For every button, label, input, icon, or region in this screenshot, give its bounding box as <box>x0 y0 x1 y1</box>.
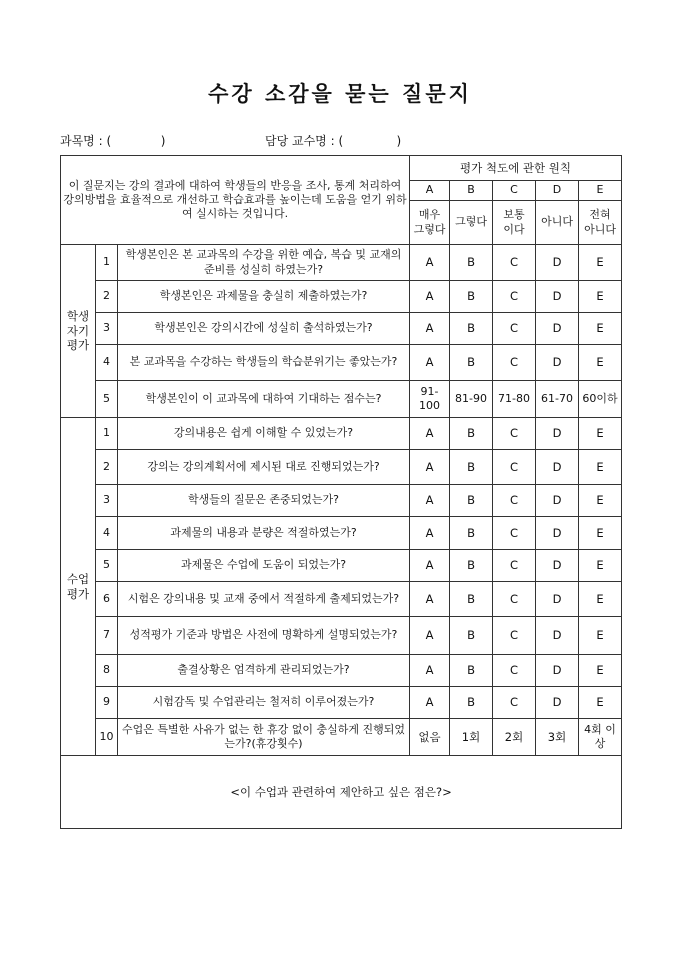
answer-option[interactable]: A <box>410 485 450 517</box>
survey-table <box>60 155 622 829</box>
answer-option[interactable]: E <box>579 485 622 517</box>
question-number: 6 <box>96 582 118 617</box>
answer-option[interactable]: E <box>579 450 622 485</box>
answer-option[interactable]: B <box>450 418 493 450</box>
answer-option[interactable]: A <box>410 655 450 687</box>
course-name-field: 과목명 : ( ) <box>60 134 166 148</box>
answer-option[interactable]: D <box>536 281 579 313</box>
answer-option[interactable]: A <box>410 450 450 485</box>
answer-option[interactable]: D <box>536 617 579 655</box>
scale-letter: E <box>579 181 622 201</box>
answer-option[interactable]: A <box>410 517 450 550</box>
question-row <box>61 517 622 550</box>
answer-option[interactable]: E <box>579 655 622 687</box>
question-text: 강의내용은 쉽게 이해할 수 있었는가? <box>118 418 410 450</box>
answer-option[interactable]: A <box>410 550 450 582</box>
scale-label: 보통 이다 <box>493 201 536 245</box>
answer-option[interactable]: 3회 <box>536 719 579 756</box>
question-number: 7 <box>96 617 118 655</box>
answer-option[interactable]: E <box>579 418 622 450</box>
question-text: 출결상황은 엄격하게 관리되었는가? <box>118 655 410 687</box>
question-text: 학생본인은 강의시간에 성실히 출석하였는가? <box>118 313 410 345</box>
question-text: 수업은 특별한 사유가 없는 한 휴강 없이 충실하게 진행되었는가?(휴강횟수) <box>118 719 410 756</box>
answer-option[interactable]: A <box>410 345 450 381</box>
answer-option[interactable]: C <box>493 517 536 550</box>
question-text: 과제물의 내용과 분량은 적절하였는가? <box>118 517 410 550</box>
answer-option[interactable]: D <box>536 313 579 345</box>
question-number: 1 <box>96 245 118 281</box>
question-row <box>61 245 622 281</box>
question-number: 10 <box>96 719 118 756</box>
question-number: 2 <box>96 450 118 485</box>
question-number: 3 <box>96 485 118 517</box>
answer-option[interactable]: E <box>579 550 622 582</box>
question-text: 학생들의 질문은 존중되었는가? <box>118 485 410 517</box>
answer-option[interactable]: E <box>579 345 622 381</box>
answer-option[interactable]: D <box>536 345 579 381</box>
answer-option[interactable]: C <box>493 345 536 381</box>
answer-option[interactable]: E <box>579 281 622 313</box>
answer-option[interactable]: A <box>410 313 450 345</box>
question-text: 학생본인이 이 교과목에 대하여 기대하는 점수는? <box>118 381 410 418</box>
answer-option[interactable]: B <box>450 517 493 550</box>
question-text: 학생본인은 과제물을 충실히 제출하였는가? <box>118 281 410 313</box>
question-text: 강의는 강의계획서에 제시된 대로 진행되었는가? <box>118 450 410 485</box>
answer-option[interactable]: 1회 <box>450 719 493 756</box>
survey-intro: 이 질문지는 강의 결과에 대하여 학생들의 반응을 조사, 통계 처리하여 강의방법을 효율적으로 개선하고 학습효과를 높이는데 도움을 얻기 위하여 실시하는 것입니다. <box>61 156 410 245</box>
question-row <box>61 617 622 655</box>
answer-option[interactable]: D <box>536 485 579 517</box>
answer-option[interactable]: E <box>579 582 622 617</box>
question-row <box>61 345 622 381</box>
question-number: 4 <box>96 517 118 550</box>
question-row <box>61 450 622 485</box>
answer-option[interactable]: D <box>536 687 579 719</box>
question-number: 3 <box>96 313 118 345</box>
question-number: 5 <box>96 381 118 418</box>
question-text: 시험감독 및 수업관리는 철저히 이루어졌는가? <box>118 687 410 719</box>
section-label: 학생 자기 평가 <box>61 245 96 418</box>
answer-option[interactable]: E <box>579 687 622 719</box>
answer-option[interactable]: E <box>579 313 622 345</box>
answer-option[interactable]: C <box>493 245 536 281</box>
question-number: 9 <box>96 687 118 719</box>
answer-option[interactable]: B <box>450 485 493 517</box>
answer-option[interactable]: 60이하 <box>579 381 622 418</box>
answer-option[interactable]: A <box>410 245 450 281</box>
answer-option[interactable]: C <box>493 281 536 313</box>
question-text: 학생본인은 본 교과목의 수강을 위한 예습, 복습 및 교재의 준비를 성실히 하였는가? <box>118 245 410 281</box>
answer-option[interactable]: 91-100 <box>410 381 450 418</box>
question-number: 2 <box>96 281 118 313</box>
scale-title: 평가 척도에 관한 원칙 <box>410 156 622 181</box>
answer-option[interactable]: D <box>536 517 579 550</box>
question-text: 본 교과목을 수강하는 학생들의 학습분위기는 좋았는가? <box>118 345 410 381</box>
answer-option[interactable]: 81-90 <box>450 381 493 418</box>
answer-option[interactable]: A <box>410 687 450 719</box>
scale-label: 전혀 아니다 <box>579 201 622 245</box>
question-row <box>61 381 622 418</box>
answer-option[interactable]: D <box>536 655 579 687</box>
professor-name-field: 담당 교수명 : ( ) <box>265 134 402 148</box>
answer-option[interactable]: 2회 <box>493 719 536 756</box>
answer-option[interactable]: D <box>536 418 579 450</box>
answer-option[interactable]: B <box>450 345 493 381</box>
answer-option[interactable]: C <box>493 550 536 582</box>
question-row <box>61 582 622 617</box>
question-text: 과제물은 수업에 도움이 되었는가? <box>118 550 410 582</box>
answer-option[interactable]: C <box>493 687 536 719</box>
answer-option[interactable]: D <box>536 245 579 281</box>
question-row <box>61 655 622 687</box>
answer-option[interactable]: E <box>579 517 622 550</box>
answer-option[interactable]: E <box>579 617 622 655</box>
answer-option[interactable]: E <box>579 245 622 281</box>
answer-option[interactable]: B <box>450 655 493 687</box>
question-number: 8 <box>96 655 118 687</box>
answer-option[interactable]: D <box>536 582 579 617</box>
question-row <box>61 313 622 345</box>
question-row <box>61 281 622 313</box>
answer-option[interactable]: 71-80 <box>493 381 536 418</box>
answer-option[interactable]: B <box>450 550 493 582</box>
scale-letter: B <box>450 181 493 201</box>
answer-option[interactable]: B <box>450 313 493 345</box>
scale-label: 아니다 <box>536 201 579 245</box>
scale-label: 매우 그렇다 <box>410 201 450 245</box>
answer-option[interactable]: B <box>450 450 493 485</box>
scale-letter: D <box>536 181 579 201</box>
answer-option[interactable]: 4회 이상 <box>579 719 622 756</box>
question-number: 4 <box>96 345 118 381</box>
question-row <box>61 687 622 719</box>
answer-option[interactable]: C <box>493 418 536 450</box>
answer-option[interactable]: A <box>410 281 450 313</box>
answer-option[interactable]: C <box>493 450 536 485</box>
answer-option[interactable]: A <box>410 582 450 617</box>
question-number: 5 <box>96 550 118 582</box>
answer-option[interactable]: B <box>450 245 493 281</box>
suggestion-box[interactable]: <이 수업과 관련하여 제안하고 싶은 점은?> <box>61 756 622 829</box>
question-row <box>61 485 622 517</box>
answer-option[interactable]: C <box>493 617 536 655</box>
question-row <box>61 719 622 756</box>
answer-option[interactable]: C <box>493 582 536 617</box>
answer-option[interactable]: D <box>536 450 579 485</box>
question-text: 시험은 강의내용 및 교재 중에서 적절하게 출제되었는가? <box>118 582 410 617</box>
question-number: 1 <box>96 418 118 450</box>
question-row <box>61 418 622 450</box>
answer-option[interactable]: B <box>450 281 493 313</box>
answer-option[interactable]: A <box>410 418 450 450</box>
scale-label: 그렇다 <box>450 201 493 245</box>
answer-option[interactable]: B <box>450 687 493 719</box>
answer-option[interactable]: 없음 <box>410 719 450 756</box>
answer-option[interactable]: C <box>493 485 536 517</box>
question-row <box>61 550 622 582</box>
scale-letter: A <box>410 181 450 201</box>
answer-option[interactable]: C <box>493 313 536 345</box>
section-label: 수업 평가 <box>61 418 96 756</box>
answer-option[interactable]: B <box>450 582 493 617</box>
answer-option[interactable]: 61-70 <box>536 381 579 418</box>
answer-option[interactable]: B <box>450 617 493 655</box>
scale-letter: C <box>493 181 536 201</box>
answer-option[interactable]: A <box>410 617 450 655</box>
page-title: 수강 소감을 묻는 질문지 <box>208 81 472 106</box>
answer-option[interactable]: D <box>536 550 579 582</box>
answer-option[interactable]: C <box>493 655 536 687</box>
question-text: 성적평가 기준과 방법은 사전에 명확하게 설명되었는가? <box>118 617 410 655</box>
